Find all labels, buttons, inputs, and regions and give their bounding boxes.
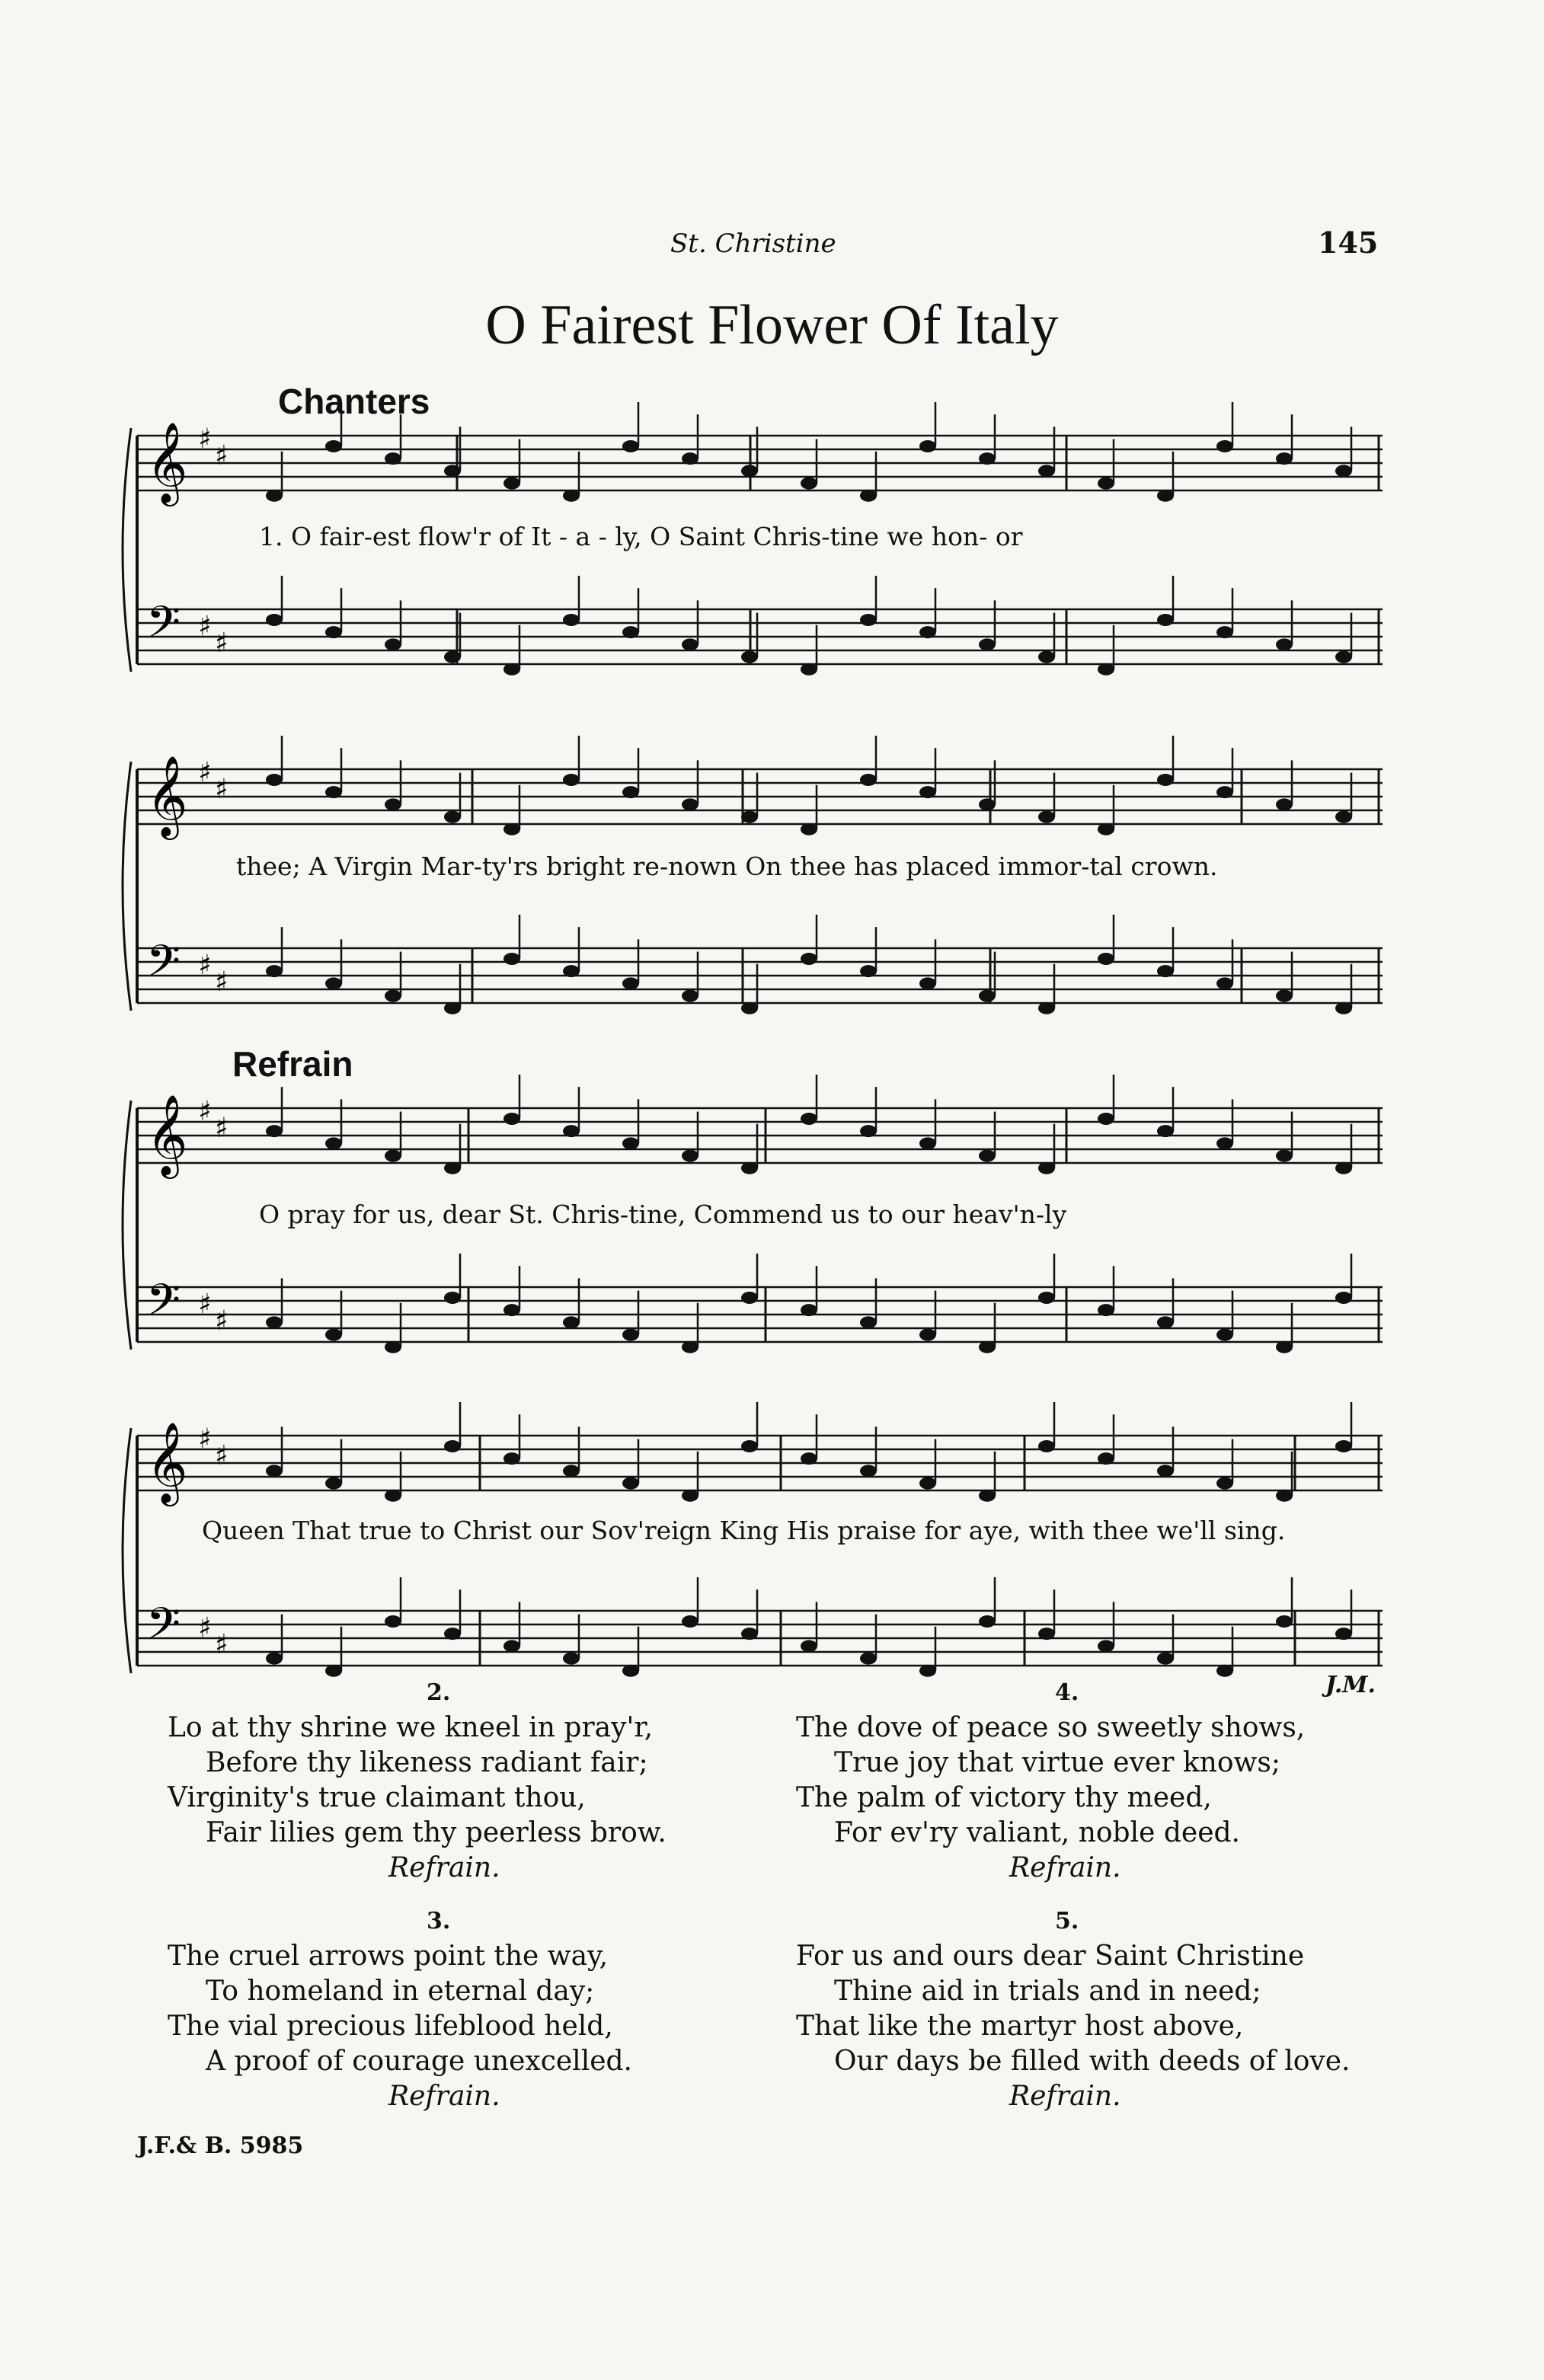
note-head bbox=[622, 786, 639, 798]
composer-initials: J.M. bbox=[1325, 1672, 1376, 1698]
note-head bbox=[1335, 811, 1352, 823]
note-head bbox=[979, 798, 996, 810]
note-head bbox=[266, 1465, 283, 1477]
note-head bbox=[503, 823, 520, 835]
note-head bbox=[1335, 1440, 1352, 1452]
note-head bbox=[1335, 465, 1352, 477]
note-head bbox=[682, 1615, 698, 1628]
note-head bbox=[801, 1452, 817, 1465]
note-head bbox=[1098, 478, 1114, 490]
verse-line: Thine aid in trials and in need; bbox=[834, 1976, 1261, 2007]
treble-clef-icon: 𝄞 bbox=[146, 1094, 188, 1175]
note-head bbox=[919, 626, 936, 638]
note-head bbox=[919, 1137, 936, 1149]
verse-line: For ev'ry valiant, noble deed. bbox=[834, 1817, 1241, 1848]
note-head bbox=[622, 1137, 639, 1149]
note-head bbox=[266, 1125, 283, 1137]
note-head bbox=[1276, 990, 1293, 1002]
note-head bbox=[1157, 965, 1174, 977]
note-head bbox=[1157, 614, 1174, 626]
note-head bbox=[1038, 811, 1055, 823]
note-head bbox=[1098, 1304, 1114, 1316]
note-head bbox=[1038, 1628, 1055, 1640]
note-head bbox=[503, 1113, 520, 1125]
sharp-icon: ♯ bbox=[215, 1440, 229, 1471]
note-head bbox=[266, 1316, 283, 1328]
note-head bbox=[801, 663, 817, 676]
note-head bbox=[860, 1653, 877, 1665]
note-head bbox=[1157, 490, 1174, 502]
note-head bbox=[563, 774, 580, 786]
note-head bbox=[979, 1150, 996, 1162]
note-head bbox=[563, 1125, 580, 1137]
note-head bbox=[801, 1113, 817, 1125]
note-head bbox=[682, 1341, 698, 1353]
sharp-icon: ♯ bbox=[198, 1289, 212, 1320]
verse-line: True joy that virtue ever knows; bbox=[834, 1747, 1280, 1778]
sharp-icon: ♯ bbox=[215, 628, 229, 659]
note-head bbox=[801, 478, 817, 490]
bass-clef-icon: 𝄢 bbox=[146, 1598, 181, 1660]
note-head bbox=[1157, 1465, 1174, 1477]
note-head bbox=[801, 1640, 817, 1652]
note-head bbox=[860, 1125, 877, 1137]
note-head bbox=[1276, 1341, 1293, 1353]
lyrics-line-3: O pray for us, dear St. Chris-tine, Commend us to our heav'n-ly bbox=[259, 1200, 1067, 1229]
verse-line: The dove of peace so sweetly shows, bbox=[796, 1712, 1306, 1743]
note-head bbox=[741, 651, 758, 663]
note-head bbox=[1216, 977, 1233, 989]
verse-number: 4. bbox=[1055, 1679, 1079, 1706]
note-head bbox=[444, 1162, 461, 1174]
verse-4 bbox=[796, 1676, 1305, 1886]
treble-clef-icon: 𝄞 bbox=[146, 421, 188, 503]
verse-line: Before thy likeness radiant fair; bbox=[206, 1747, 648, 1778]
page-number: 145 bbox=[1318, 225, 1379, 260]
note-head bbox=[385, 1150, 401, 1162]
note-head bbox=[444, 1440, 461, 1452]
note-head bbox=[741, 1002, 758, 1014]
note-head bbox=[860, 965, 877, 977]
sharp-icon: ♯ bbox=[198, 1612, 212, 1644]
verse-line: Fair lilies gem thy peerless brow. bbox=[206, 1817, 667, 1848]
note-head bbox=[979, 1341, 996, 1353]
note-head bbox=[860, 1316, 877, 1328]
note-head bbox=[1216, 440, 1233, 452]
note-head bbox=[503, 663, 520, 676]
note-head bbox=[385, 1615, 401, 1628]
note-head bbox=[1335, 651, 1352, 663]
brace-icon bbox=[123, 1428, 131, 1673]
lyrics-line-2: thee; A Virgin Mar-ty'rs bright re-nown On thee has placed immor-tal crown. bbox=[236, 851, 1218, 881]
note-head bbox=[860, 614, 877, 626]
note-head bbox=[1157, 1125, 1174, 1137]
note-head bbox=[325, 440, 342, 452]
note-head bbox=[1335, 1292, 1352, 1304]
note-head bbox=[1216, 786, 1233, 798]
note-head bbox=[860, 1465, 877, 1477]
note-head bbox=[919, 1478, 936, 1490]
lyrics-line-4: Queen That true to Christ our Sov'reign King His praise for aye, with thee we'll sing. bbox=[202, 1516, 1286, 1545]
note-head bbox=[385, 638, 401, 650]
note-head bbox=[1098, 1113, 1114, 1125]
sharp-icon: ♯ bbox=[215, 966, 229, 998]
note-head bbox=[444, 1628, 461, 1640]
note-head bbox=[1098, 663, 1114, 676]
note-head bbox=[682, 1490, 698, 1502]
sharp-icon: ♯ bbox=[215, 440, 229, 471]
sharp-icon: ♯ bbox=[215, 774, 229, 805]
note-head bbox=[266, 614, 283, 626]
treble-clef-icon: 𝄞 bbox=[146, 1421, 188, 1503]
note-head bbox=[1335, 1628, 1352, 1640]
note-head bbox=[741, 1162, 758, 1174]
sharp-icon: ♯ bbox=[215, 1113, 229, 1144]
note-head bbox=[741, 1292, 758, 1304]
note-head bbox=[1157, 1316, 1174, 1328]
note-head bbox=[1216, 1478, 1233, 1490]
note-head bbox=[801, 823, 817, 835]
note-head bbox=[622, 977, 639, 989]
note-head bbox=[741, 465, 758, 477]
refrain-cue: Refrain. bbox=[1009, 2081, 1121, 2112]
note-head bbox=[563, 1465, 580, 1477]
note-head bbox=[1276, 1150, 1293, 1162]
note-head bbox=[1216, 1329, 1233, 1341]
bass-clef-icon: 𝄢 bbox=[146, 596, 181, 659]
note-head bbox=[325, 1329, 342, 1341]
note-head bbox=[266, 1653, 283, 1665]
note-head bbox=[622, 626, 639, 638]
note-head bbox=[444, 811, 461, 823]
note-head bbox=[503, 953, 520, 965]
note-head bbox=[563, 1653, 580, 1665]
brace-icon bbox=[123, 1101, 131, 1350]
verse-line: Virginity's true claimant thou, bbox=[168, 1782, 586, 1813]
note-head bbox=[1335, 1002, 1352, 1014]
sharp-icon: ♯ bbox=[215, 1305, 229, 1337]
bass-clef-icon: 𝄢 bbox=[146, 1274, 181, 1337]
note-head bbox=[979, 990, 996, 1002]
verse-line: Lo at thy shrine we kneel in pray'r, bbox=[168, 1712, 654, 1743]
note-head bbox=[919, 977, 936, 989]
note-head bbox=[1276, 1615, 1293, 1628]
note-head bbox=[919, 786, 936, 798]
note-head bbox=[1335, 1162, 1352, 1174]
chanters-label: Chanters bbox=[278, 382, 430, 421]
note-head bbox=[1098, 823, 1114, 835]
note-head bbox=[1038, 1440, 1055, 1452]
note-head bbox=[1038, 465, 1055, 477]
note-head bbox=[1276, 1490, 1293, 1502]
sharp-icon: ♯ bbox=[198, 1096, 212, 1127]
verse-2 bbox=[168, 1676, 667, 1886]
note-head bbox=[385, 1341, 401, 1353]
tune-name: St. Christine bbox=[670, 228, 836, 259]
note-head bbox=[801, 1304, 817, 1316]
verse-3 bbox=[168, 1904, 632, 2114]
verse-number: 3. bbox=[427, 1908, 451, 1934]
note-head bbox=[325, 1137, 342, 1149]
note-head bbox=[979, 1615, 996, 1628]
verse-line: Our days be filled with deeds of love. bbox=[834, 2046, 1351, 2077]
note-head bbox=[919, 440, 936, 452]
note-head bbox=[682, 638, 698, 650]
publisher-plate-number: J.F.& B. 5985 bbox=[137, 2132, 304, 2159]
note-head bbox=[563, 965, 580, 977]
note-head bbox=[1216, 1137, 1233, 1149]
note-head bbox=[444, 465, 461, 477]
sharp-icon: ♯ bbox=[198, 757, 212, 788]
note-head bbox=[1276, 638, 1293, 650]
refrain-cue: Refrain. bbox=[1009, 1852, 1121, 1883]
verse-number: 5. bbox=[1055, 1908, 1079, 1934]
sharp-icon: ♯ bbox=[198, 1423, 212, 1455]
note-head bbox=[503, 478, 520, 490]
verse-line: A proof of courage unexcelled. bbox=[206, 2046, 633, 2077]
verse-5 bbox=[796, 1904, 1351, 2114]
note-head bbox=[325, 786, 342, 798]
note-head bbox=[1038, 1002, 1055, 1014]
note-head bbox=[563, 1316, 580, 1328]
sharp-icon: ♯ bbox=[198, 950, 212, 981]
note-head bbox=[444, 651, 461, 663]
note-head bbox=[1038, 1162, 1055, 1174]
brace-icon bbox=[123, 428, 131, 672]
note-head bbox=[741, 1628, 758, 1640]
note-head bbox=[563, 490, 580, 502]
verse-line: The cruel arrows point the way, bbox=[168, 1941, 609, 1972]
note-head bbox=[325, 1478, 342, 1490]
note-head bbox=[385, 452, 401, 465]
note-head bbox=[1276, 798, 1293, 810]
hymn-title: O Fairest Flower Of Italy bbox=[485, 294, 1059, 356]
sharp-icon: ♯ bbox=[198, 611, 212, 642]
note-head bbox=[979, 638, 996, 650]
brace-icon bbox=[123, 762, 131, 1011]
bass-clef-icon: 𝄢 bbox=[146, 935, 181, 998]
sharp-icon: ♯ bbox=[215, 1629, 229, 1660]
lyrics-line-1: 1. O fair-est flow'r of It - a - ly, O Saint Chris-tine we hon- or bbox=[259, 522, 1023, 551]
note-head bbox=[741, 811, 758, 823]
note-head bbox=[266, 965, 283, 977]
note-head bbox=[1216, 626, 1233, 638]
note-head bbox=[325, 977, 342, 989]
note-head bbox=[682, 990, 698, 1002]
note-head bbox=[919, 1329, 936, 1341]
note-head bbox=[682, 798, 698, 810]
note-head bbox=[385, 798, 401, 810]
note-head bbox=[1038, 651, 1055, 663]
verse-line: For us and ours dear Saint Christine bbox=[796, 1941, 1305, 1972]
note-head bbox=[266, 774, 283, 786]
note-head bbox=[1157, 774, 1174, 786]
refrain-label: Refrain bbox=[232, 1044, 353, 1084]
note-head bbox=[801, 953, 817, 965]
note-head bbox=[682, 452, 698, 465]
note-head bbox=[622, 1478, 639, 1490]
note-head bbox=[1098, 1452, 1114, 1465]
note-head bbox=[860, 490, 877, 502]
verse-line: That like the martyr host above, bbox=[796, 2011, 1244, 2042]
note-head bbox=[979, 1490, 996, 1502]
note-head bbox=[503, 1304, 520, 1316]
note-head bbox=[1038, 1292, 1055, 1304]
refrain-cue: Refrain. bbox=[388, 1852, 500, 1883]
note-head bbox=[1098, 953, 1114, 965]
note-head bbox=[444, 1292, 461, 1304]
note-head bbox=[266, 490, 283, 502]
note-head bbox=[385, 1490, 401, 1502]
note-head bbox=[503, 1640, 520, 1652]
note-head bbox=[1276, 452, 1293, 465]
refrain-cue: Refrain. bbox=[388, 2081, 500, 2112]
verse-line: To homeland in eternal day; bbox=[206, 1976, 595, 2007]
treble-clef-icon: 𝄞 bbox=[146, 755, 188, 836]
note-head bbox=[622, 440, 639, 452]
note-head bbox=[444, 1002, 461, 1014]
note-head bbox=[682, 1150, 698, 1162]
note-head bbox=[563, 614, 580, 626]
verse-line: The vial precious lifeblood held, bbox=[168, 2011, 613, 2042]
note-head bbox=[325, 626, 342, 638]
note-head bbox=[741, 1440, 758, 1452]
note-head bbox=[385, 990, 401, 1002]
verse-line: The palm of victory thy meed, bbox=[796, 1782, 1212, 1813]
note-head bbox=[1157, 1653, 1174, 1665]
note-head bbox=[622, 1329, 639, 1341]
verse-number: 2. bbox=[427, 1679, 451, 1706]
note-head bbox=[979, 452, 996, 465]
note-head bbox=[503, 1452, 520, 1465]
sharp-icon: ♯ bbox=[198, 423, 212, 455]
note-head bbox=[1098, 1640, 1114, 1652]
note-head bbox=[860, 774, 877, 786]
